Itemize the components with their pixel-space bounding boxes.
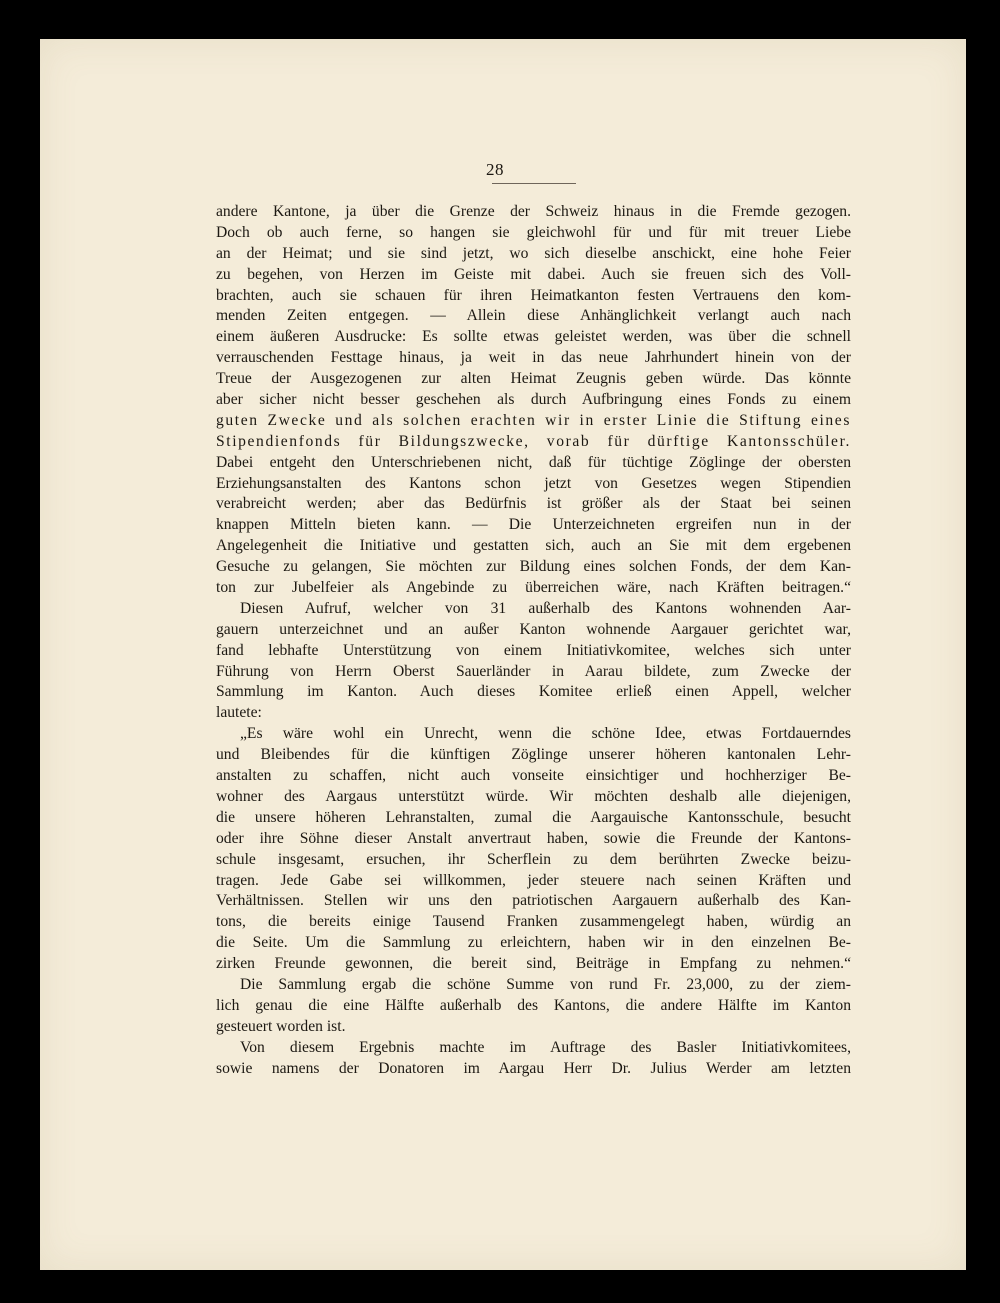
- text-line: Treue der Ausgezogenen zur alten Heimat Zeugnis geben würde. Das könnte: [216, 370, 851, 388]
- text-line: lich genau die eine Hälfte außerhalb des Kantons, die andere Hälfte im Kanton: [216, 996, 851, 1014]
- paragraph-start-line: Diesen Aufruf, welcher von 31 außerhalb des Kantons wohnenden Aar-: [240, 599, 851, 617]
- text-line: Führung von Herrn Oberst Sauerländer in Aarau bildete, zum Zwecke der: [216, 662, 851, 680]
- text-line: einem äußeren Ausdrucke: Es sollte etwas geleistet werden, was über die schnell: [216, 328, 851, 346]
- text-line: sowie namens der Donatoren im Aargau Herr Dr. Julius Werder am letzten: [216, 1059, 851, 1077]
- text-line: wohner des Aargaus unterstützt würde. Wir möchten deshalb alle diejenigen,: [216, 787, 851, 805]
- text-line: die unsere höheren Lehranstalten, zumal die Aargauische Kantonsschule, besucht: [216, 808, 851, 826]
- text-line: guten Zwecke und als solchen erachten wir in erster Linie die Stiftung eines: [216, 411, 851, 429]
- paragraph-start-line: Von diesem Ergebnis machte im Auftrage des Basler Initiativkomitees,: [240, 1038, 851, 1056]
- text-line: andere Kantone, ja über die Grenze der Schweiz hinaus in die Fremde gezogen.: [216, 203, 851, 220]
- text-line: Sammlung im Kanton. Auch dieses Komitee erließ einen Appell, welcher: [216, 683, 851, 701]
- text-line: anstalten zu schaffen, nicht auch vonseite einsichtiger und hochherziger Be-: [216, 767, 851, 785]
- text-line: Dabei entgeht den Unterschriebenen nicht, daß für tüchtige Zöglinge der obersten: [216, 453, 851, 471]
- text-line: Gesuche zu gelangen, Sie möchten zur Bildung eines solchen Fonds, der dem Kan-: [216, 558, 851, 576]
- paragraph-start-line: „Es wäre wohl ein Unrecht, wenn die schöne Idee, etwas Fortdauerndes: [240, 725, 851, 743]
- paragraph-start-line: Die Sammlung ergab die schöne Summe von rund Fr. 23,000, zu der ziem-: [240, 975, 851, 993]
- text-line: schule insgesamt, ersuchen, ihr Scherflein zu dem berührten Zwecke beizu-: [216, 850, 851, 868]
- text-line: menden Zeiten entgegen. — Allein diese Anhänglichkeit verlangt auch nach: [216, 307, 851, 325]
- text-line: ton zur Jubelfeier als Angebinde zu überreichen wäre, nach Kräften beitragen.“: [216, 579, 851, 597]
- page-number: 28: [486, 160, 504, 179]
- text-line: fand lebhafte Unterstützung von einem Initiativkomitee, welches sich unter: [216, 641, 851, 659]
- text-line: brachten, auch sie schauen für ihren Heimatkanton festen Vertrauens den kom-: [216, 286, 851, 304]
- text-line: oder ihre Söhne dieser Anstalt anvertraut haben, sowie die Freunde der Kantons-: [216, 829, 851, 847]
- text-line: Erziehungsanstalten des Kantons schon jetzt von Gesetzes wegen Stipendien: [216, 474, 851, 492]
- text-line: zu begehen, von Herzen im Geiste mit dabei. Auch sie freuen sich des Voll-: [216, 265, 851, 283]
- text-line: verabreicht werden; aber das Bedürfnis ist größer als der Staat bei seinen: [216, 495, 851, 513]
- text-line: zirken Freunde gewonnen, die bereit sind, Beiträge in Empfang zu nehmen.“: [216, 955, 851, 973]
- text-line: gauern unterzeichnet und an außer Kanton wohnende Aargauer gerichtet war,: [216, 620, 851, 638]
- text-line: die Seite. Um die Sammlung zu erleichtern, haben wir in den einzelnen Be-: [216, 934, 851, 952]
- body-text: [216, 202, 851, 1079]
- paragraph-end-line: gesteuert worden ist.: [216, 1017, 346, 1035]
- text-line: tragen. Jede Gabe sei willkommen, jeder steuere nach seinen Kräften und: [216, 871, 851, 889]
- page-number-rule: [492, 183, 576, 184]
- text-line: verrauschenden Festtage hinaus, ja weit in das neue Jahrhundert hinein von der: [216, 349, 851, 367]
- text-line: Verhältnissen. Stellen wir uns den patriotischen Aargauern außerhalb des Kan-: [216, 892, 851, 910]
- text-line: tons, die bereits einige Tausend Franken zusammengelegt haben, würdig an: [216, 913, 851, 931]
- text-line: an der Heimat; und sie sind jetzt, wo sich dieselbe anschickt, eine hohe Feier: [216, 244, 851, 262]
- paragraph-end-line: lautete:: [216, 704, 262, 722]
- text-line: Angelegenheit die Initiative und gestatten sich, auch an Sie mit dem ergebenen: [216, 537, 851, 555]
- text-line: knappen Mitteln bieten kann. — Die Unterzeichneten ergreifen nun in der: [216, 516, 851, 534]
- text-line: und Bleibendes für die künftigen Zöglinge unserer höheren kantonalen Lehr-: [216, 746, 851, 764]
- text-line: Doch ob auch ferne, so hangen sie gleichwohl für und für mit treuer Liebe: [216, 223, 851, 241]
- text-line: Stipendienfonds für Bildungszwecke, vorab für dürftige Kantonsschüler.: [216, 432, 851, 450]
- text-line: aber sicher nicht besser geschehen als durch Aufbringung eines Fonds zu einem: [216, 391, 851, 409]
